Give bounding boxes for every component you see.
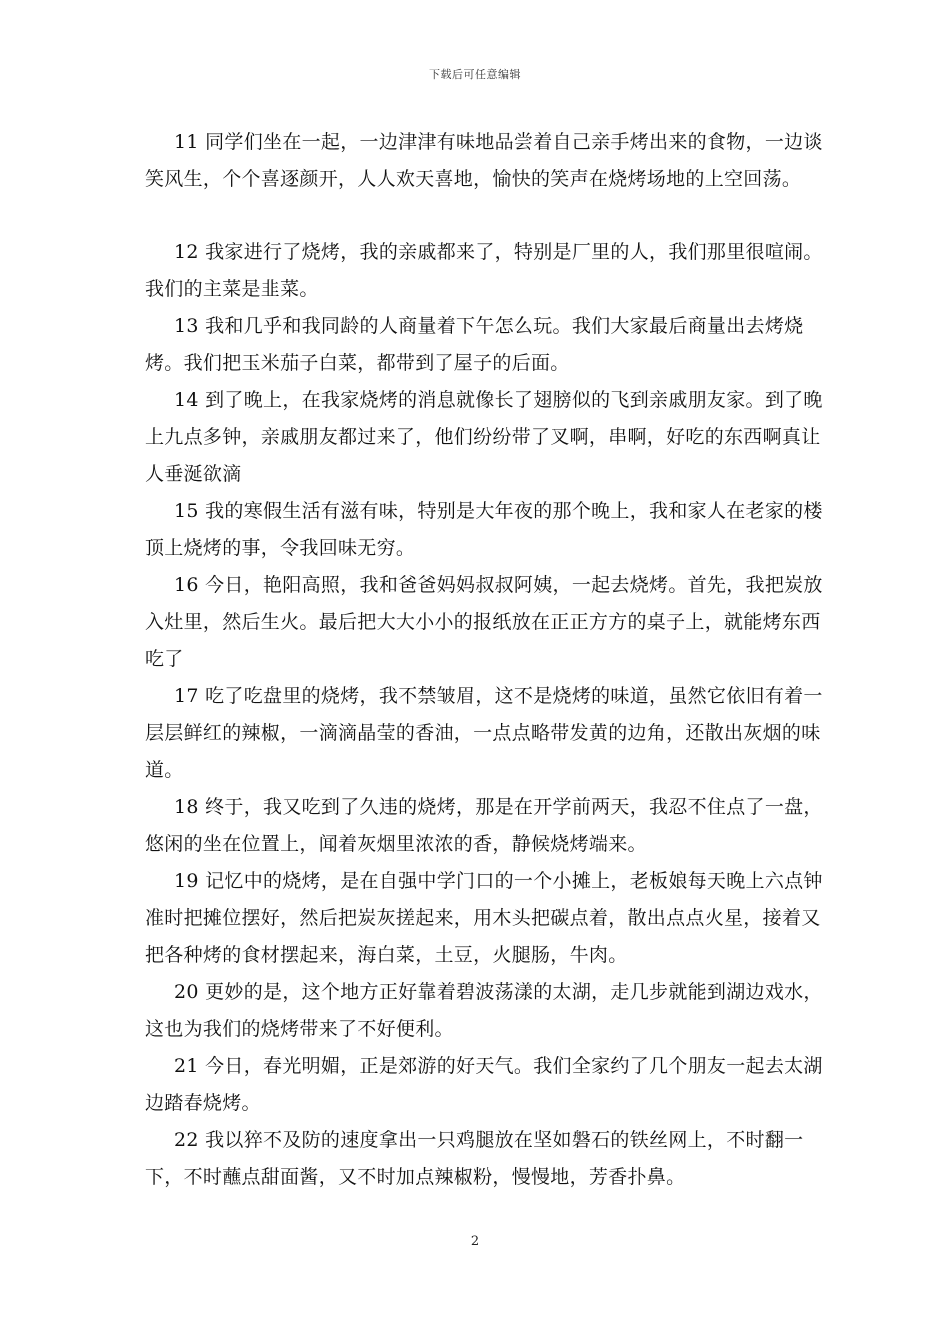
document-body [145, 124, 825, 1196]
page-header: 下载后可任意编辑 [429, 68, 521, 81]
paragraph-11: 11 同学们坐在一起，一边津津有味地品尝着自己亲手烤出来的食物，一边谈笑风生，个个喜逐颜开，人人欢天喜地，愉快的笑声在烧烤场地的上空回荡。 [145, 131, 823, 190]
paragraph-21: 21 今日，春光明媚，正是郊游的好天气。我们全家约了几个朋友一起去太湖边踏春烧烤。 [145, 1055, 823, 1114]
paragraph-18: 18 终于，我又吃到了久违的烧烤，那是在开学前两天，我忍不住点了一盘，悠闲的坐在位置上，闻着灰烟里浓浓的香，静候烧烤端来。 [145, 796, 823, 855]
paragraph-22: 22 我以猝不及防的速度拿出一只鸡腿放在坚如磐石的铁丝网上，不时翻一下，不时蘸点甜面酱，又不时加点辣椒粉，慢慢地，芳香扑鼻。 [145, 1129, 804, 1188]
paragraph-17: 17 吃了吃盘里的烧烤，我不禁皱眉，这不是烧烤的味道，虽然它依旧有着一层层鲜红的辣椒，一滴滴晶莹的香油，一点点略带发黄的边角，还散出灰烟的味道。 [145, 685, 823, 781]
paragraph-19: 19 记忆中的烧烤，是在自强中学门口的一个小摊上，老板娘每天晚上六点钟准时把摊位摆好，然后把炭灰搓起来，用木头把碳点着，散出点点火星，接着又把各种烤的食材摆起来，海白菜，土豆，火腿肠，牛肉。 [145, 870, 823, 966]
page-number: 2 [470, 1234, 480, 1249]
paragraph-14: 14 到了晚上，在我家烧烤的消息就像长了翅膀似的飞到亲戚朋友家。到了晚上九点多钟，亲戚朋友都过来了，他们纷纷带了叉啊，串啊，好吃的东西啊真让人垂涎欲滴 [145, 389, 823, 485]
paragraph-16: 16 今日，艳阳高照，我和爸爸妈妈叔叔阿姨，一起去烧烤。首先，我把炭放入灶里，然后生火。最后把大大小小的报纸放在正正方方的桌子上，就能烤东西吃了 [145, 574, 823, 670]
paragraph-20: 20 更妙的是，这个地方正好靠着碧波荡漾的太湖，走几步就能到湖边戏水，这也为我们的烧烤带来了不好便利。 [145, 981, 823, 1040]
paragraph-13: 13 我和几乎和我同龄的人商量着下午怎么玩。我们大家最后商量出去烤烧烤。我们把玉米茄子白菜，都带到了屋子的后面。 [145, 315, 804, 374]
paragraph-12: 12 我家进行了烧烤，我的亲戚都来了，特别是厂里的人，我们那里很喧闹。我们的主菜是韭菜。 [145, 241, 823, 300]
paragraph-15: 15 我的寒假生活有滋有味，特别是大年夜的那个晚上，我和家人在老家的楼顶上烧烤的事，令我回味无穷。 [145, 500, 823, 559]
paragraph-gap [145, 198, 825, 234]
